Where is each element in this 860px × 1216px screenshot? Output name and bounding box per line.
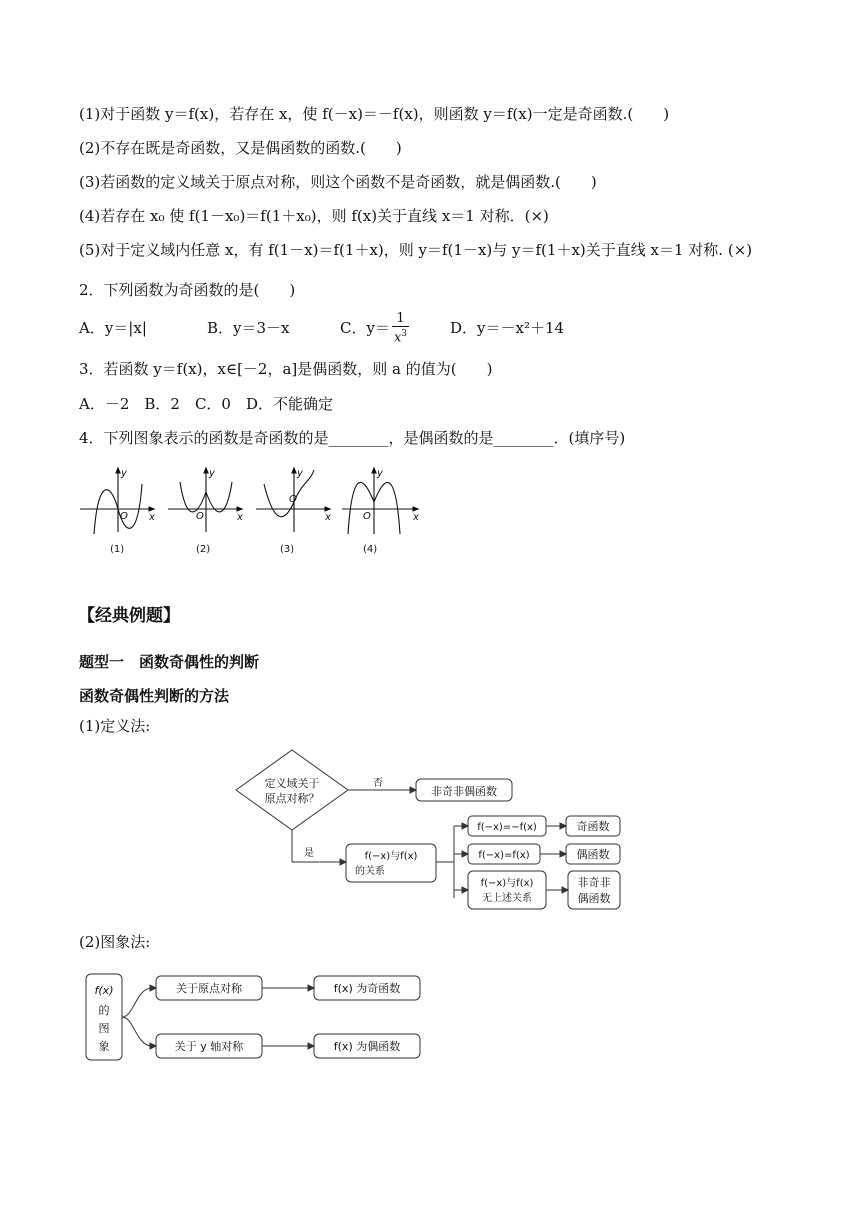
no-relation-line-2: 无上述关系 xyxy=(482,893,532,904)
fx-graph-line-1: f(x) xyxy=(94,984,114,997)
q2-option-c xyxy=(340,310,411,346)
y-axis-symmetry-text: 关于 y 轴对称 xyxy=(174,1040,244,1053)
question-3-stem: 3．若函数 y＝f(x)，x∈[－2，a]是偶函数，则 a 的值为( ) xyxy=(79,360,493,378)
graph-3-x-label: x xyxy=(325,512,331,523)
odd-condition-text: f(−x)=−f(x) xyxy=(477,822,537,833)
graph-3-y-label: y xyxy=(297,468,303,479)
graph-4-x-label: x xyxy=(413,512,419,523)
odd-result-text: 奇函数 xyxy=(576,820,610,833)
graph-4-y-label: y xyxy=(377,468,383,479)
fx-graph-line-2: 的 xyxy=(98,1004,110,1017)
even-result-text: 偶函数 xyxy=(576,848,610,861)
graph-2-y-label: y xyxy=(209,468,215,479)
definition-flowchart xyxy=(232,746,632,916)
not-odd-even-line-1: 非奇非 xyxy=(577,876,611,889)
not-odd-even-text-1: 非奇非偶函数 xyxy=(431,785,497,798)
question-1-3: (3)若函数的定义域关于原点对称，则这个函数不是奇函数，就是偶函数.( ) xyxy=(79,173,597,191)
question-4-stem: 4．下列图象表示的函数是奇函数的是________，是偶函数的是________．(填序号) xyxy=(79,429,626,447)
question-2-stem: 2．下列函数为奇函数的是( ) xyxy=(79,281,296,299)
diamond-line-1: 定义域关于 xyxy=(264,777,320,790)
q2-option-a: A．y＝|x| xyxy=(79,319,147,337)
graph-2-label: (2) xyxy=(196,544,211,555)
section-title: 【经典例题】 xyxy=(78,606,180,626)
question-1-5: (5)对于定义域内任意 x，有 f(1－x)＝f(1＋x)，则 y＝f(1－x)与 y＝f(1＋x)关于直线 x＝1 对称. (×) xyxy=(79,241,753,259)
fx-graph-line-4: 象 xyxy=(98,1040,110,1053)
fraction-numerator: 1 xyxy=(392,312,409,327)
diamond-line-2: 原点对称？ xyxy=(264,792,320,805)
graph-4-origin: O xyxy=(363,511,371,522)
even-condition-text: f(−x)=f(x) xyxy=(478,850,530,861)
graph-3-label: (3) xyxy=(280,544,295,555)
graph-1-x-label: x xyxy=(149,512,155,523)
no-relation-line-1: f(−x)与f(x) xyxy=(480,878,534,889)
q2-option-c-fraction xyxy=(392,312,409,345)
origin-symmetry-text: 关于原点对称 xyxy=(176,982,242,995)
relation-line-2: 的关系 xyxy=(355,866,385,877)
even-function-text: f(x) 为偶函数 xyxy=(333,1040,401,1053)
graph-1-label: (1) xyxy=(110,544,125,555)
question-1-1: (1)对于函数 y＝f(x)，若存在 x，使 f(－x)＝－f(x)，则函数 y＝f(x)一定是奇函数.( ) xyxy=(79,105,670,123)
graph-4-label: (4) xyxy=(363,544,378,555)
question-1-4: (4)若存在 x₀ 使 f(1－x₀)＝f(1＋x₀)，则 f(x)关于直线 x＝1 对称．(×) xyxy=(79,207,549,225)
graph-method-label: (2)图象法: xyxy=(79,933,151,951)
q2-option-b: B．y＝3－x xyxy=(207,319,290,337)
function-graphs xyxy=(76,462,426,562)
domain-symmetric-diamond xyxy=(236,750,348,830)
odd-function-text: f(x) 为奇函数 xyxy=(333,982,401,995)
no-label: 否 xyxy=(373,778,383,789)
fraction-denominator-exponent: 3 xyxy=(401,329,408,340)
fx-graph-line-3: 图 xyxy=(98,1022,110,1035)
question-1-2: (2)不存在既是奇函数，又是偶函数的函数.( ) xyxy=(79,139,402,157)
q2-option-d: D．y＝－x²＋14 xyxy=(450,319,565,337)
not-odd-even-line-2: 偶函数 xyxy=(577,892,611,905)
graph-1-y-label: y xyxy=(121,468,127,479)
graph-2-x-label: x xyxy=(237,512,243,523)
graph-3-origin: O xyxy=(289,494,297,505)
yes-label: 是 xyxy=(304,848,314,859)
question-3-options: A．－2 B．2 C．0 D．不能确定 xyxy=(79,395,333,413)
fraction-denominator xyxy=(392,327,409,345)
graph-flowchart xyxy=(82,968,427,1063)
graph-2-origin: O xyxy=(196,511,204,522)
type-1-heading: 题型一 函数奇偶性的判断 xyxy=(79,653,260,671)
graph-1 xyxy=(80,468,154,534)
relation-line-1: f(−x)与f(x) xyxy=(364,851,418,862)
graph-2 xyxy=(168,468,242,532)
definition-method-label: (1)定义法: xyxy=(79,717,151,735)
method-heading: 函数奇偶性判断的方法 xyxy=(79,687,230,705)
q2-option-c-prefix: C．y＝ xyxy=(340,319,390,337)
fraction-denominator-base: x xyxy=(393,330,402,346)
graph-1-origin: O xyxy=(120,511,128,522)
